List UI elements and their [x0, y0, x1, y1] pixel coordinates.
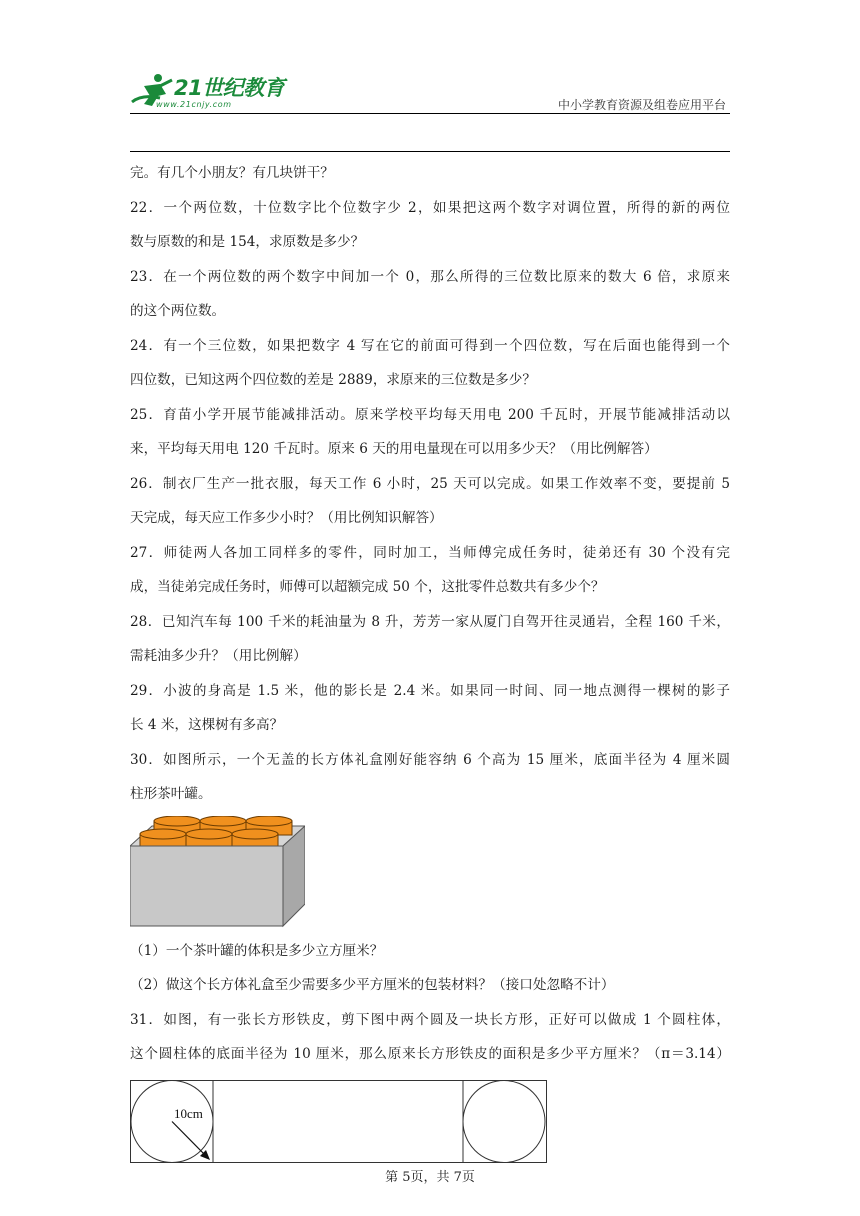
- text-line: 天完成，每天应工作多少小时？（用比例知识解答）: [130, 510, 443, 526]
- text-line: 这个圆柱体的底面半径为 10 厘米，那么原来长方形铁皮的面积是多少平方厘米？（π＝3.14）: [130, 1046, 730, 1062]
- cylinder-net-diagram: [130, 1080, 550, 1166]
- question-body: [130, 156, 730, 1166]
- text-line: 31．如图，有一张长方形铁皮，剪下图中两个圆及一块长方形，正好可以做成 1 个圆柱体，: [130, 1011, 730, 1028]
- text-line: 需耗油多少升？（用比例解）: [130, 648, 307, 664]
- page-footer: 第 5页，共 7页: [385, 1170, 475, 1185]
- logo-wordmark: 21世纪教育: [174, 76, 285, 100]
- page-header: [130, 66, 730, 152]
- text-line: 数与原数的和是 154，求原数是多少？: [130, 234, 365, 250]
- text-line: （1）一个茶叶罐的体积是多少立方厘米？: [130, 942, 384, 959]
- text-line: 四位数，已知这两个四位数的差是 2889，求原来的三位数是多少？: [130, 372, 536, 388]
- text-line: 来，平均每天用电 120 千瓦时。原来 6 天的用电量现在可以用多少天？（用比例解答）: [130, 441, 658, 457]
- text-line: 24．有一个三位数，如果把数字 4 写在它的前面可得到一个四位数，写在后面也能得到一个: [130, 337, 730, 354]
- text-line: （2）做这个长方体礼盒至少需要多少平方厘米的包装材料？（接口处忽略不计）: [130, 977, 615, 993]
- text-line: 25．育苗小学开展节能减排活动。原来学校平均每天用电 200 千瓦时，开展节能减排活动以: [130, 406, 730, 423]
- header-rule: [130, 151, 730, 152]
- text-line: 完。有几个小朋友？有几块饼干？: [130, 165, 334, 181]
- iron-sheet-figure: [130, 1080, 550, 1166]
- text-line: 成，当徒弟完成任务时，师傅可以超额完成 50 个，这批零件总数共有多少个？: [130, 579, 605, 595]
- logo-url: www.21cnjy.com: [156, 100, 232, 109]
- text-line: 长 4 米，这棵树有多高？: [130, 717, 284, 733]
- header-divider: [130, 113, 730, 114]
- radius-label: 10cm: [174, 1105, 203, 1121]
- text-line: 的这个两位数。: [130, 303, 226, 319]
- text-line: 26．制衣厂生产一批衣服，每天工作 6 小时，25 天可以完成。如果工作效率不变，要提前 5: [130, 475, 730, 492]
- text-line: 柱形茶叶罐。: [130, 786, 212, 802]
- text-line: 30．如图所示，一个无盖的长方体礼盒刚好能容纳 6 个高为 15 厘米，底面半径为 4 厘米圆: [130, 751, 730, 768]
- text-line: 28．已知汽车每 100 千米的耗油量为 8 升，芳芳一家从厦门自驾开往灵通岩，全程 160 千米，: [130, 613, 730, 630]
- tea-can-box-diagram: [130, 816, 305, 934]
- gift-box-figure: [130, 816, 305, 934]
- site-logo: [130, 66, 300, 116]
- text-line: 22．一个两位数，十位数字比个位数字少 2，如果把这两个数字对调位置，所得的新的两位: [130, 199, 730, 216]
- platform-name: 中小学教育资源及组卷应用平台: [557, 98, 726, 112]
- text-line: 29．小波的身高是 1.5 米，他的影长是 2.4 米。如果同一时间、同一地点测得一棵树的影子: [130, 682, 730, 699]
- text-line: 23．在一个两位数的两个数字中间加一个 0，那么所得的三位数比原来的数大 6 倍，求原来: [130, 268, 730, 285]
- text-line: 27．师徒两人各加工同样多的零件，同时加工，当师傅完成任务时，徒弟还有 30 个没有完: [130, 544, 730, 561]
